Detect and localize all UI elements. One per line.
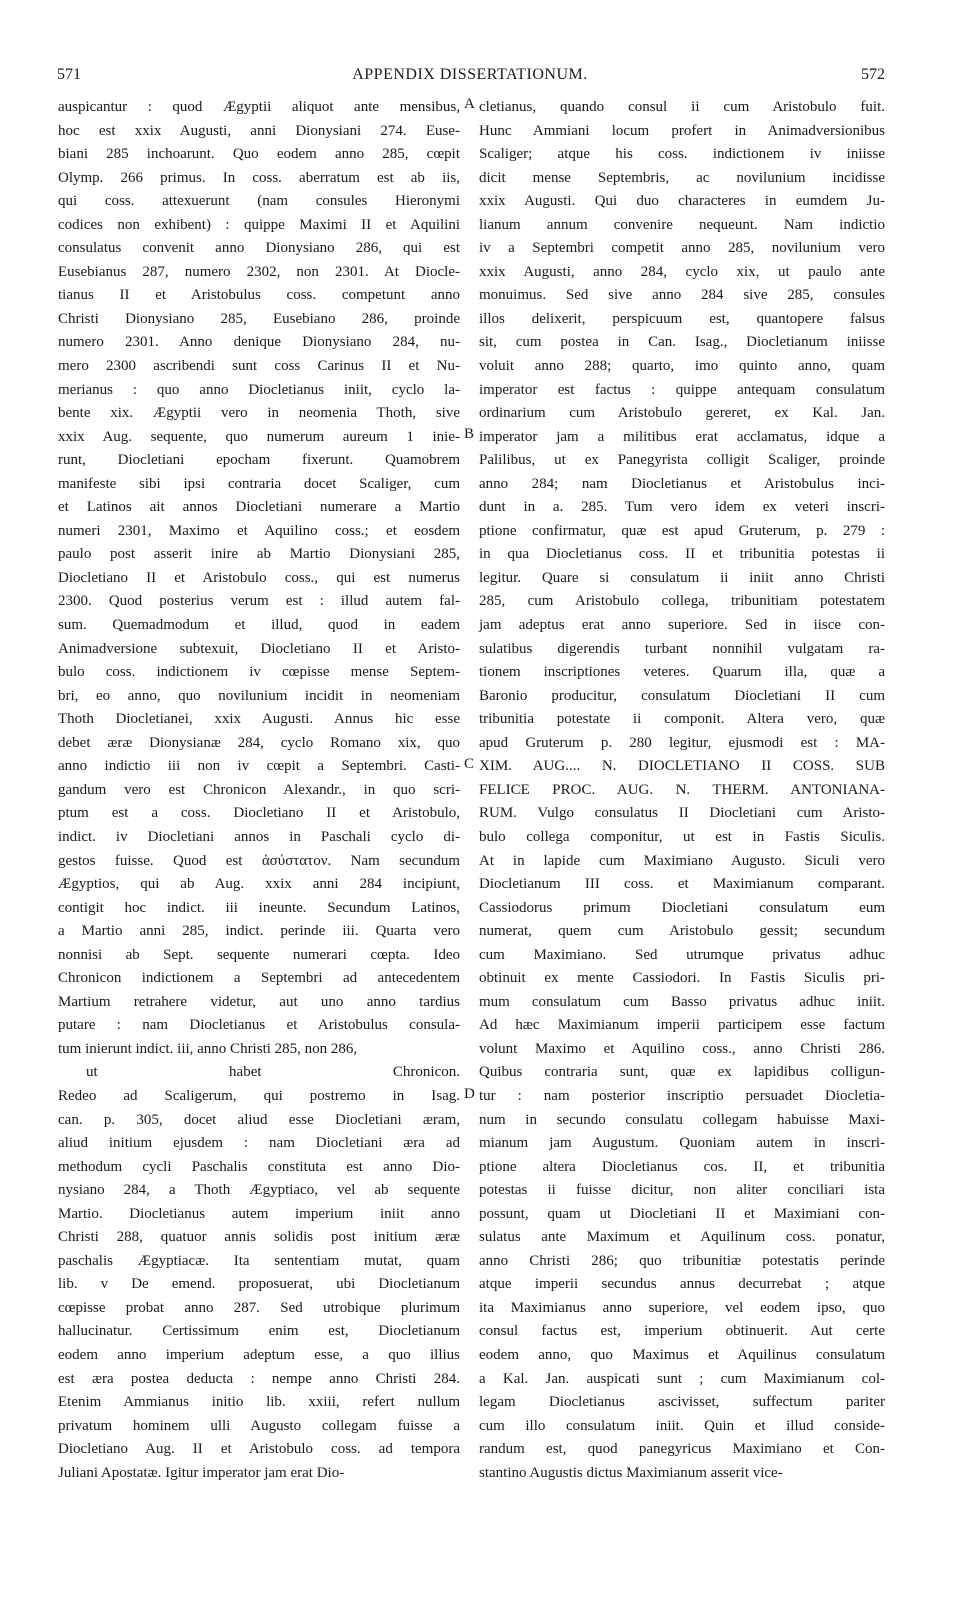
text-line: Christi 288, quatuor annis solidis post initium æræ xyxy=(58,1229,460,1246)
text-line: a Martio anni 285, indict. perinde iii. Quarta vero xyxy=(58,923,460,940)
text-line: nysiano 284, a Thoth Ægyptiaco, vel ab sequente xyxy=(58,1182,460,1199)
text-line: lib. v De emend. proposuerat, ubi Diocletianum xyxy=(58,1276,460,1293)
text-line: gestos fuisse. Quod est ἀσύστατον. Nam secundum xyxy=(58,852,460,869)
text-line: can. p. 305, docet aliud esse Diocletiani æram, xyxy=(58,1111,460,1128)
text-line: Diocletiano II et Aristobulo coss., qui est numerus xyxy=(58,569,460,586)
text-line: consul factus est, imperium obtinuerit. Aut certe xyxy=(479,1323,885,1340)
text-line: legitur. Quare si consulatum ii iniit anno Christi xyxy=(479,569,885,586)
right-column xyxy=(479,96,885,1485)
text-line: dunt in a. 285. Tum vero idem ex veteri inscri- xyxy=(479,499,885,516)
text-line: debet æræ Dionysianæ 284, cyclo Romano xix, quo xyxy=(58,734,460,751)
text-line: 2300. Quod posterius verum est : illud autem fal- xyxy=(58,593,460,610)
text-line: Palilibus, ut ex Panegyrista colligit Scaliger, proinde xyxy=(479,452,885,469)
text-line: Juliani Apostatæ. Igitur imperator jam erat Dio- xyxy=(58,1464,345,1481)
text-line: jam adeptus erat anno superiore. Sed in iisce con- xyxy=(479,617,885,634)
text-line: qui coss. attexuerunt (nam consules Hieronymi xyxy=(58,193,460,210)
text-line: contigit hoc indict. iii ineunte. Secundum Latinos, xyxy=(58,899,460,916)
text-line: paulo post asserit inire ab Martio Dionysiani 285, xyxy=(58,546,460,563)
text-line: eodem anno imperium adeptum esse, a quo illius xyxy=(58,1346,460,1363)
text-line: Baronio producitur, consulatum Diocletiani II cum xyxy=(479,687,885,704)
text-line: sit, cum postea in Can. Isag., Diocletianum iniisse xyxy=(479,334,885,351)
page-number-left: 571 xyxy=(57,66,81,83)
text-line: cum illo consulatum iniit. Quin et illud conside- xyxy=(479,1417,885,1434)
text-line: Redeo ad Scaligerum, qui postremo in Isag. xyxy=(58,1087,460,1104)
margin-marker-d: D xyxy=(464,1086,475,1102)
text-line: cœpisse probat anno 287. Sed utrobique plurimum xyxy=(58,1299,460,1316)
text-line: Ægyptios, qui ab Aug. xxix anni 284 incipiunt, xyxy=(58,876,460,893)
text-line: lianum annum convenire nequeunt. Nam indictio xyxy=(479,216,885,233)
text-line: numero 2301. Anno denique Dionysiano 284, nu- xyxy=(58,334,460,351)
text-line: ita Maximianus anno superiore, vel eodem ipso, quo xyxy=(479,1299,885,1316)
text-line: runt, Diocletiani epocham fixerunt. Quamobrem xyxy=(58,452,460,469)
running-title: APPENDIX DISSERTATIONUM. xyxy=(352,66,588,83)
text-line: RUM. Vulgo consulatus II Diocletiani cum Aristo- xyxy=(479,805,885,822)
text-line: ptione confirmatur, quæ est apud Gruterum, p. 279 : xyxy=(479,522,885,539)
text-line: volunt Maximo et Aquilino coss., anno Christi 286. xyxy=(479,1040,885,1057)
text-line: auspicantur : quod Ægyptii aliquot ante mensibus, xyxy=(58,99,460,115)
text-line: illos delixerit, perspicuum est, quantopere falsus xyxy=(479,310,885,327)
text-line: num in secundo consulatu collegam habuisse Maxi- xyxy=(479,1111,885,1128)
margin-marker-c: C xyxy=(464,756,475,772)
text-line: cletianus, quando consul ii cum Aristobulo fuit. xyxy=(479,99,885,115)
text-line: 285, cum Aristobulo collega, tribunitiam potestatem xyxy=(479,593,885,610)
text-line: a Kal. Jan. auspicati sunt ; cum Maximianum col- xyxy=(479,1370,885,1387)
text-line: est æra postea deducta : nempe anno Christi 284. xyxy=(58,1370,460,1387)
text-line: Thoth Diocletianei, xxix Augusti. Annus hic esse xyxy=(58,711,460,728)
text-line: Christi Dionysiano 285, Eusebiano 286, proinde xyxy=(58,310,460,327)
text-line: mianum jam Augustum. Quoniam autem in inscri- xyxy=(479,1135,885,1152)
text-line: numeri 2301, Maximo et Aquilino coss.; et eosdem xyxy=(58,522,460,539)
text-line: Ad hæc Maximianum imperii participem esse factum xyxy=(479,1017,885,1034)
text-line: Cassiodorus primum Diocletiani consulatum eum xyxy=(479,899,885,916)
text-line: FELICE PROC. AUG. N. THERM. ANTONIANA- xyxy=(479,781,885,798)
text-line: ut habet Chronicon. xyxy=(86,1064,460,1081)
text-line: imperator jam a militibus erat acclamatus, idque a xyxy=(479,428,885,445)
text-line: biani 285 inchoarunt. Quo eodem anno 285, cœpit xyxy=(58,146,460,163)
left-column xyxy=(58,96,460,1485)
text-line: tianus II et Aristobulus coss. competunt anno xyxy=(58,287,460,304)
text-line: xxix Aug. sequente, quo numerum aureum 1 inie- xyxy=(58,428,460,445)
text-line: hallucinatur. Certissimum enim est, Diocletianum xyxy=(58,1323,460,1340)
text-line: Olymp. 266 primus. In coss. aberratum est ab iis, xyxy=(58,169,460,186)
text-line: ptione altera Diocletianus cos. II, et tribunitia xyxy=(479,1158,885,1175)
text-line: Martium retrahere videtur, aut uno anno tardius xyxy=(58,993,460,1010)
text-line: tur : nam posterior inscriptio persuadet Diocletia- xyxy=(479,1087,885,1104)
text-line: Quibus contraria sunt, quæ ex lapidibus colligun- xyxy=(479,1064,885,1081)
text-line: gandum vero est Chronicon Alexandr., in quo scri- xyxy=(58,781,460,798)
text-line: methodum cycli Paschalis constituta est anno Dio- xyxy=(58,1158,460,1175)
text-line: ptum est a coss. Diocletiano II et Aristobulo, xyxy=(58,805,460,822)
text-line: sulatibus digerendis turbant nonnihil vulgatam ra- xyxy=(479,640,885,657)
text-line: nonnisi ab Sept. sequente numerari cœpta. Ideo xyxy=(58,946,460,963)
text-line: consulatus convenit anno Dionysiano 286, qui est xyxy=(58,240,460,257)
text-line: Eusebianus 287, numero 2302, non 2301. At Diocle- xyxy=(58,263,460,280)
text-line: imperator est factus : quippe antequam consulatum xyxy=(479,381,885,398)
text-line: XIM. AUG.... N. DIOCLETIANO II COSS. SUB xyxy=(479,758,885,775)
text-line: ordinarium cum Aristobulo gereret, ex Kal. Jan. xyxy=(479,405,885,422)
text-line: bente xix. Ægyptii vero in neomenia Thoth, sive xyxy=(58,405,460,422)
text-line: bri, eo anno, quo novilunium incidit in neomeniam xyxy=(58,687,460,704)
text-line: Animadversione subtexuit, Diocletiano II et Aristo- xyxy=(58,640,460,657)
text-line: anno Christi 286; quo tribunitiæ potestatis perinde xyxy=(479,1252,885,1269)
text-line: in qua Diocletianus coss. II et tribunitia potestas ii xyxy=(479,546,885,563)
text-line: codices non exhibent) : quippe Maximi II et Aquilini xyxy=(58,216,460,233)
text-line: tribunitia potestate ii componit. Altera vero, quæ xyxy=(479,711,885,728)
text-line: apud Gruterum p. 280 legitur, ejusmodi est : MA- xyxy=(479,734,885,751)
text-line: Etenim Ammianus initio lib. xxiii, refert nullum xyxy=(58,1394,460,1411)
page-header xyxy=(55,66,885,90)
text-line: bulo coss. indictionem iv cœpisse mense Septem- xyxy=(58,664,460,681)
text-line: mum consulatum cum Basso privatus adhuc iniit. xyxy=(479,993,885,1010)
text-line: At in lapide cum Maximiano Augusto. Siculi vero xyxy=(479,852,885,869)
text-line: iv a Septembri competit anno 285, novilunium vero xyxy=(479,240,885,257)
text-line: mero 2300 ascribendi sunt coss Carinus II et Nu- xyxy=(58,358,460,375)
text-line: anno indictio iii non iv cœpit a Septembri. Casti- xyxy=(58,758,460,775)
text-line: dicit mense Septembris, ac novilunium incidisse xyxy=(479,169,885,186)
text-line: monuimus. Sed sive anno 284 sive 285, consules xyxy=(479,287,885,304)
text-line: paschalis Ægyptiacæ. Ita sententiam mutat, quam xyxy=(58,1252,460,1269)
text-line: obtinuit ex mente Cassiodori. In Fastis Siculis pri- xyxy=(479,970,885,987)
text-line: sum. Quemadmodum et illud, quod in eadem xyxy=(58,617,460,634)
text-line: eodem anno, quo Maximus et Aquilinus consulatum xyxy=(479,1346,885,1363)
text-line: manifeste sibi ipsi contraria docet Scaliger, cum xyxy=(58,475,460,492)
text-line: hoc est xxix Augusti, anni Dionysiani 274. Euse- xyxy=(58,122,460,139)
text-line: putare : nam Diocletianus et Aristobulus consula- xyxy=(58,1017,460,1034)
text-line: atque imperii secundus annus decurrebat ; atque xyxy=(479,1276,885,1293)
text-line: bulo collega componitur, ut est in Fastis Siculis. xyxy=(479,828,885,845)
page-number-right: 572 xyxy=(861,66,885,83)
margin-marker-b: B xyxy=(464,426,475,442)
text-line: randum est, quod panegyricus Maximiano et Con- xyxy=(479,1441,885,1458)
text-line: Diocletianum III coss. et Maximianum comparant. xyxy=(479,876,885,893)
text-line: Martio. Diocletianus autem imperium iniit anno xyxy=(58,1205,460,1222)
text-line: merianus : quo anno Diocletianus iniit, cyclo la- xyxy=(58,381,460,398)
text-line: tum inierunt indict. iii, anno Christi 285, non 286, xyxy=(58,1040,358,1057)
text-line: possunt, quam ut Diocletiani II et Maximiani con- xyxy=(479,1205,885,1222)
text-line: voluit anno 288; quarto, imo quinto anno, quam xyxy=(479,358,885,375)
text-line: anno 284; nam Diocletianus et Aristobulus inci- xyxy=(479,475,885,492)
text-line: stantino Augustis dictus Maximianum asserit vice- xyxy=(479,1464,783,1481)
text-line: legam Diocletianus ascivisset, suffectum pariter xyxy=(479,1394,885,1411)
margin-marker-a: A xyxy=(464,96,475,112)
text-line: et Latinos ait annos Diocletiani numerare a Martio xyxy=(58,499,460,516)
text-line: xxix Augusti. Qui duo characteres in eumdem Ju- xyxy=(479,193,885,210)
text-line: tionem inscriptiones veteres. Quarum illa, quæ a xyxy=(479,664,885,681)
text-line: xxix Augusti, anno 284, cyclo xix, ut paulo ante xyxy=(479,263,885,280)
text-line: privatum hominem ulli Augusto collegam fuisse a xyxy=(58,1417,460,1434)
text-line: sulatus ante Maximum et Aquilinum coss. ponatur, xyxy=(479,1229,885,1246)
text-line: cum Maximiano. Sed utrumque privatus adhuc xyxy=(479,946,885,963)
text-line: numerat, quem cum Aristobulo gessit; secundum xyxy=(479,923,885,940)
text-line: potestas ii fuisse dicitur, non aliter conciliari ista xyxy=(479,1182,885,1199)
text-line: aliud initium ejusdem : nam Diocletiani æra ad xyxy=(58,1135,460,1152)
text-line: Scaliger; atque his coss. indictionem iv iniisse xyxy=(479,146,885,163)
text-line: indict. iv Diocletiani annos in Paschali cyclo di- xyxy=(58,828,460,845)
text-line: Chronicon indictionem a Septembri ad antecedentem xyxy=(58,970,460,987)
text-line: Diocletiano Aug. II et Aristobulo coss. ad tempora xyxy=(58,1441,460,1458)
text-line: Hunc Ammiani locum profert in Animadversionibus xyxy=(479,122,885,139)
